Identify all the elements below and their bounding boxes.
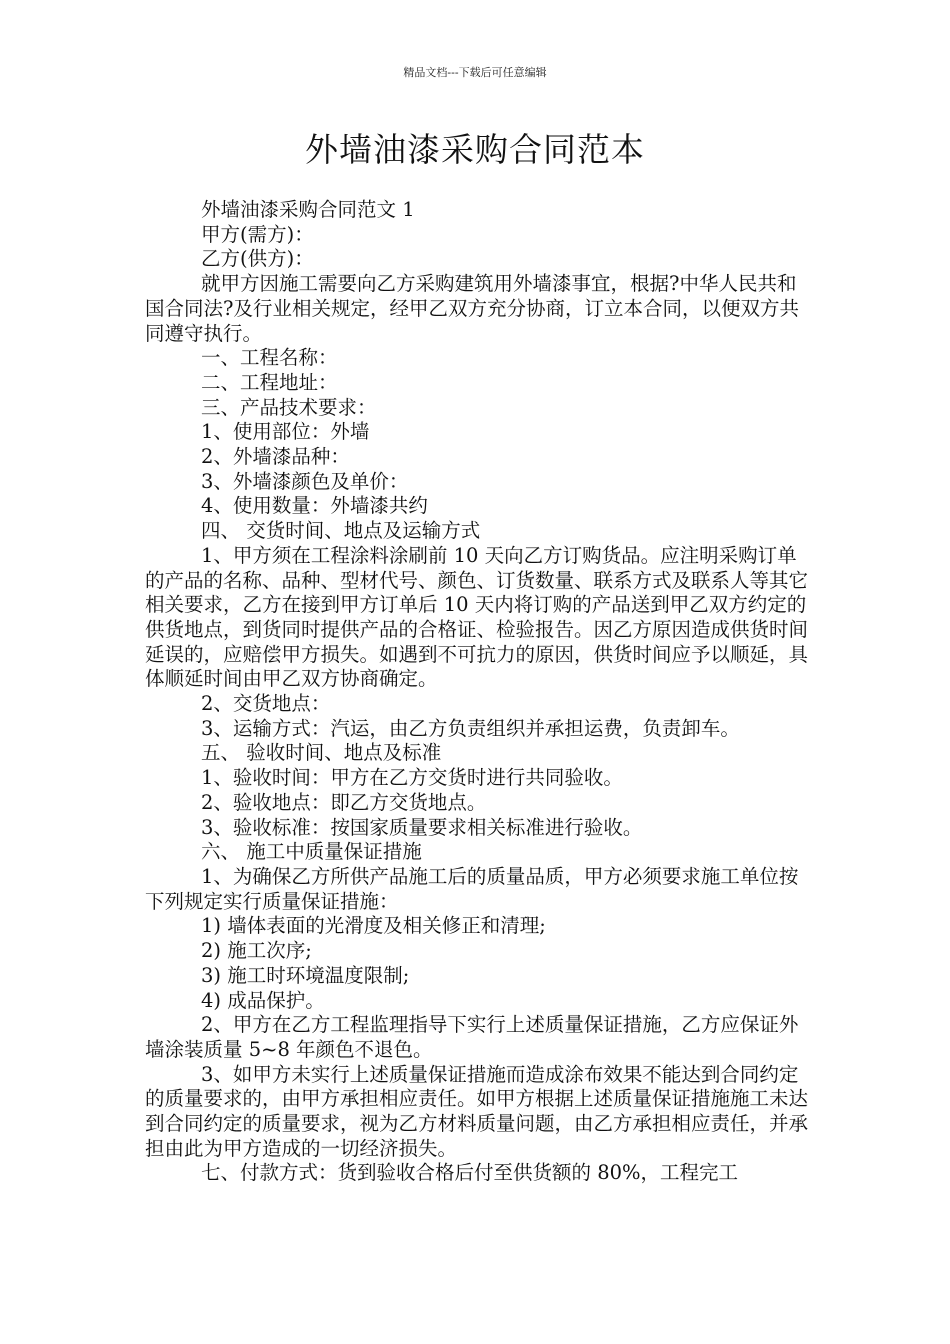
paragraph: 1、验收时间：甲方在乙方交货时进行共同验收。 — [201, 766, 623, 790]
paragraph: 3) 施工时环境温度限制; — [201, 963, 410, 987]
paragraph: 3、外墙漆颜色及单价： — [201, 469, 409, 493]
paragraph: 3、如甲方未实行上述质量保证措施而造成涂布效果不能达到合同约定的质量要求的，由甲方承担相应责任。如甲方根据上述质量保证措施施工未达到合同约定的质量要求，视为乙方材料质量问题，由乙方承担相应责任，并承担由此为甲方造成的一切经济损失。 — [145, 1062, 809, 1160]
paragraph: 甲方(需方)： — [201, 222, 314, 246]
paragraph: 1、为确保乙方所供产品施工后的质量品质，甲方必须要求施工单位按下列规定实行质量保证措施： — [145, 864, 799, 913]
paragraph: 4、使用数量：外墙漆共约 — [201, 494, 428, 518]
paragraph: 3、运输方式：汽运，由乙方负责组织并承担运费，负责卸车。 — [201, 716, 740, 740]
paragraph: 2) 施工次序; — [201, 939, 312, 963]
page-title: 外墙油漆采购合同范本 — [305, 130, 645, 169]
paragraph: 五、 验收时间、地点及标准 — [201, 741, 442, 765]
paragraph: 乙方(供方)： — [201, 247, 314, 271]
header-note: 精品文档---下载后可任意编辑 — [403, 66, 547, 79]
paragraph: 2、外墙漆品种： — [201, 445, 350, 469]
paragraph: 外墙油漆采购合同范文 1 — [201, 198, 415, 221]
paragraph: 三、产品技术要求： — [201, 395, 377, 419]
paragraph: 六、 施工中质量保证措施 — [201, 840, 422, 864]
paragraph: 3、验收标准：按国家质量要求相关标准进行验收。 — [201, 815, 643, 839]
paragraph: 2、交货地点： — [201, 692, 331, 716]
document-body — [145, 198, 810, 1186]
paragraph: 四、 交货时间、地点及运输方式 — [201, 519, 481, 543]
paragraph: 1) 墙体表面的光滑度及相关修正和清理; — [201, 914, 546, 938]
paragraph: 就甲方因施工需要向乙方采购建筑用外墙漆事宜，根据?中华人民共和国合同法?及行业相关规定，经甲乙双方充分协商，订立本合同，以便双方共同遵守执行。 — [145, 272, 799, 345]
paragraph: 七、付款方式：货到验收合格后付至供货额的 80%，工程完工 — [201, 1161, 739, 1185]
paragraph: 二、工程地址： — [201, 370, 338, 394]
paragraph: 一、工程名称： — [201, 346, 338, 370]
paragraph: 4) 成品保护。 — [201, 988, 325, 1012]
paragraph: 1、使用部位：外墙 — [201, 420, 370, 444]
paragraph: 1、甲方须在工程涂料涂刷前 10 天向乙方订购货品。应注明采购订单的产品的名称、品种、型材代号、颜色、订货数量、联系方式及联系人等其它相关要求，乙方在接到甲方订单后 10 天内将订购的产品送到甲乙双方约定的供货地点，到货同时提供产品的合格证、检验报告。因乙方原因造成供货时间延误的，应赔偿甲方损失。如遇到不可抗力的原因，供货时间应予以顺延，具体顺延时间由甲乙双方协商确定。 — [145, 543, 809, 691]
paragraph: 2、验收地点：即乙方交货地点。 — [201, 790, 487, 814]
paragraph: 2、甲方在乙方工程监理指导下实行上述质量保证措施，乙方应保证外墙涂装质量 5~8 年颜色不退色。 — [145, 1013, 799, 1061]
